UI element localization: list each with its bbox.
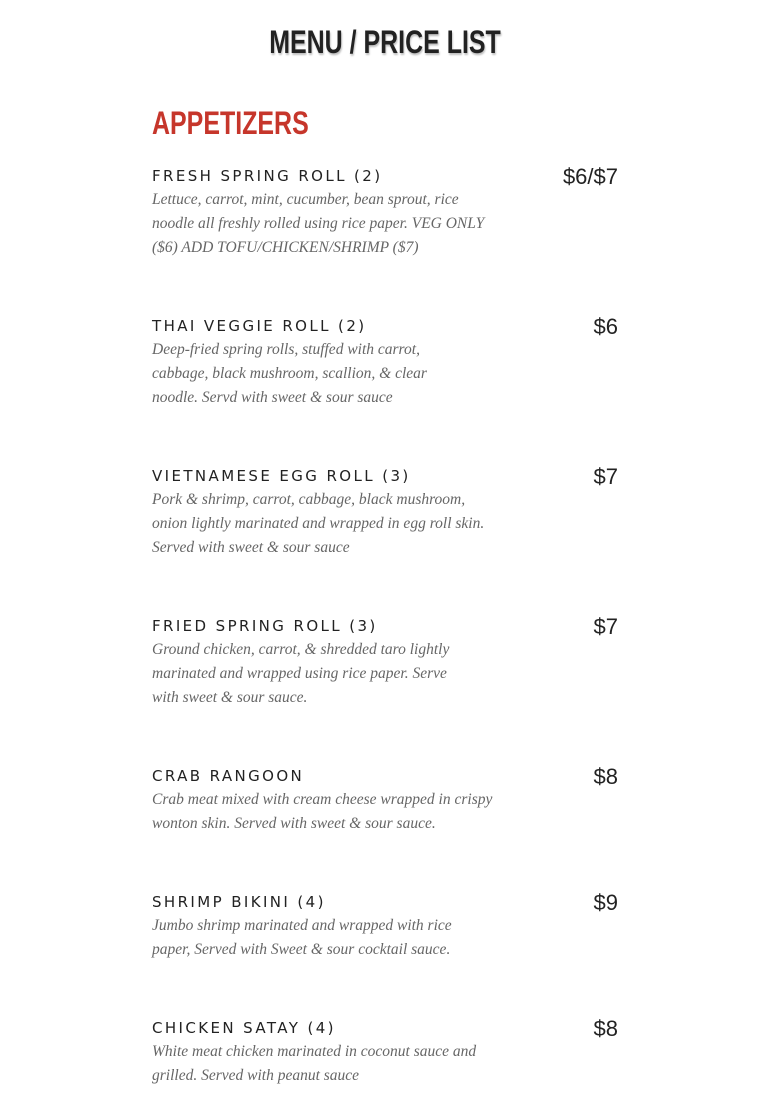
item-description: Crab meat mixed with cream cheese wrapped in crispy wonton skin. Served with sweet & sour sauce.: [152, 791, 493, 832]
item-price: $9: [593, 890, 618, 915]
item-price: $6: [593, 314, 618, 339]
page-title: MENU / PRICE LIST: [269, 24, 501, 60]
item-description: Ground chicken, carrot, & shredded taro lightly marinated and wrapped using rice paper. Serve with sweet & sour sauce.: [152, 641, 450, 706]
item-name: FRESH SPRING ROLL (2): [152, 167, 383, 185]
item-price: $6/$7: [562, 164, 618, 189]
item-description: White meat chicken marinated in coconut sauce and grilled. Served with peanut sauce: [152, 1043, 477, 1084]
item-name: FRIED SPRING ROLL (3): [152, 617, 378, 635]
item-name: CHICKEN SATAY (4): [152, 1019, 336, 1037]
item-price: $7: [593, 464, 618, 489]
item-description: Lettuce, carrot, mint, cucumber, bean sprout, rice noodle all freshly rolled using rice paper. VEG ONLY ($6) ADD TOFU/CHICKEN/SHRIMP ($7): [152, 191, 485, 256]
item-name: THAI VEGGIE ROLL (2): [152, 317, 367, 335]
item-name: VIETNAMESE EGG ROLL (3): [152, 467, 411, 485]
item-name: CRAB RANGOON: [152, 767, 305, 785]
item-price: $8: [593, 1016, 618, 1041]
item-description: Pork & shrimp, carrot, cabbage, black mushroom, onion lightly marinated and wrapped in egg roll skin. Served with sweet & sour sauce: [152, 491, 485, 556]
item-description: Deep-fried spring rolls, stuffed with carrot, cabbage, black mushroom, scallion, & clear noodle. Servd with sweet & sour sauce: [152, 341, 427, 406]
section-heading-appetizers: APPETIZERS: [152, 105, 309, 141]
item-price: $7: [593, 614, 618, 639]
item-price: $8: [593, 764, 618, 789]
item-description: Jumbo shrimp marinated and wrapped with rice paper, Served with Sweet & sour cocktail sauce.: [152, 917, 452, 958]
item-name: SHRIMP BIKINI (4): [152, 893, 326, 911]
